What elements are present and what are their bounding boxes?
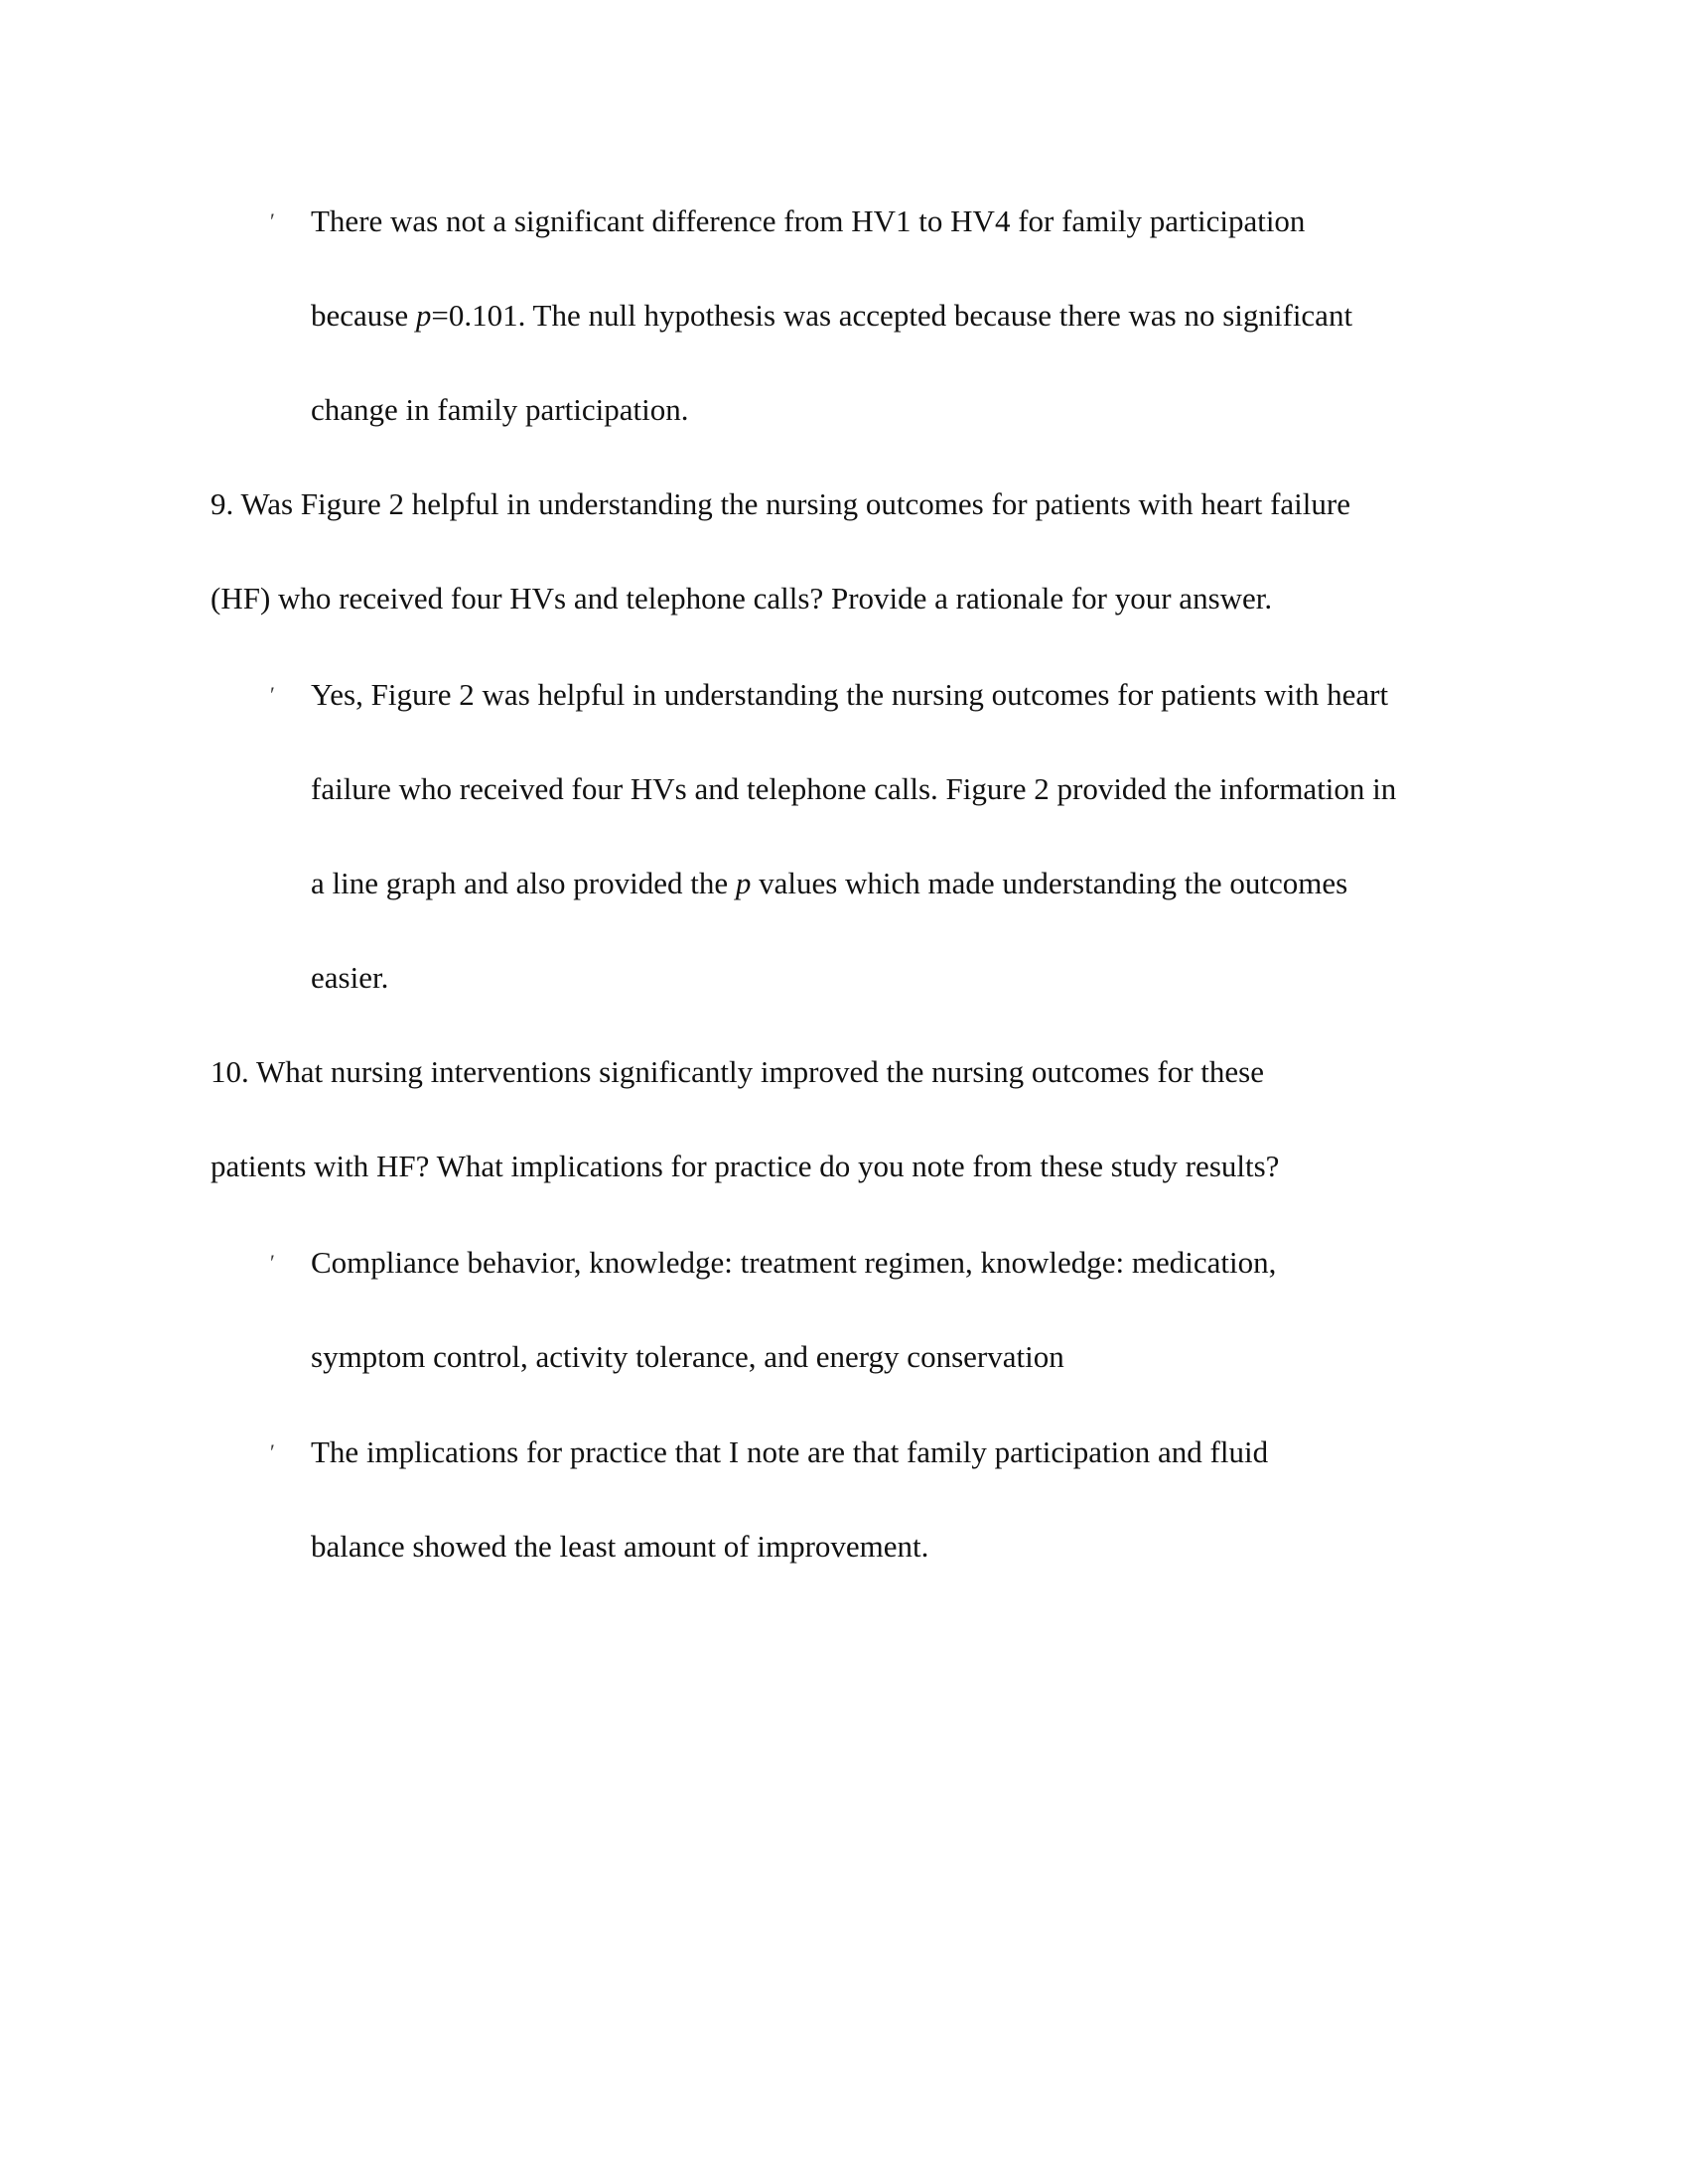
bullet-marker: ′ [270,1250,275,1275]
answer-line: because p=0.101. The null hypothesis was accepted because there was no significant [311,298,1353,333]
answer-line: failure who received four HVs and telephone calls. Figure 2 provided the information in [311,771,1397,806]
p-variable: p [415,298,432,333]
answer-line: There was not a significant difference from HV1 to HV4 for family participation [311,204,1306,238]
answer-line: Compliance behavior, knowledge: treatment regimen, knowledge: medication, [311,1245,1277,1280]
answer-line: symptom control, activity tolerance, and energy conservation [311,1339,1064,1374]
bullet-marker: ′ [270,208,275,233]
answer-line: a line graph and also provided the p values which made understanding the outcomes [311,866,1348,900]
answer-line: change in family participation. [311,392,689,427]
answer-line: The implications for practice that I note are that family participation and fluid [311,1434,1269,1469]
question-9-line: 9. Was Figure 2 helpful in understanding the nursing outcomes for patients with heart failure [211,486,1350,521]
bullet-marker: ′ [270,682,275,707]
question-10-line: patients with HF? What implications for practice do you note from these study results? [211,1149,1280,1183]
bullet-marker: ′ [270,1439,275,1464]
question-9-line: (HF) who received four HVs and telephone calls? Provide a rationale for your answer. [211,581,1273,615]
question-10-line: 10. What nursing interventions significantly improved the nursing outcomes for these [211,1054,1264,1089]
answer-line: balance showed the least amount of improvement. [311,1529,929,1564]
answer-line: Yes, Figure 2 was helpful in understanding the nursing outcomes for patients with heart [311,677,1389,712]
answer-line: easier. [311,960,389,995]
p-variable: p [735,866,752,900]
